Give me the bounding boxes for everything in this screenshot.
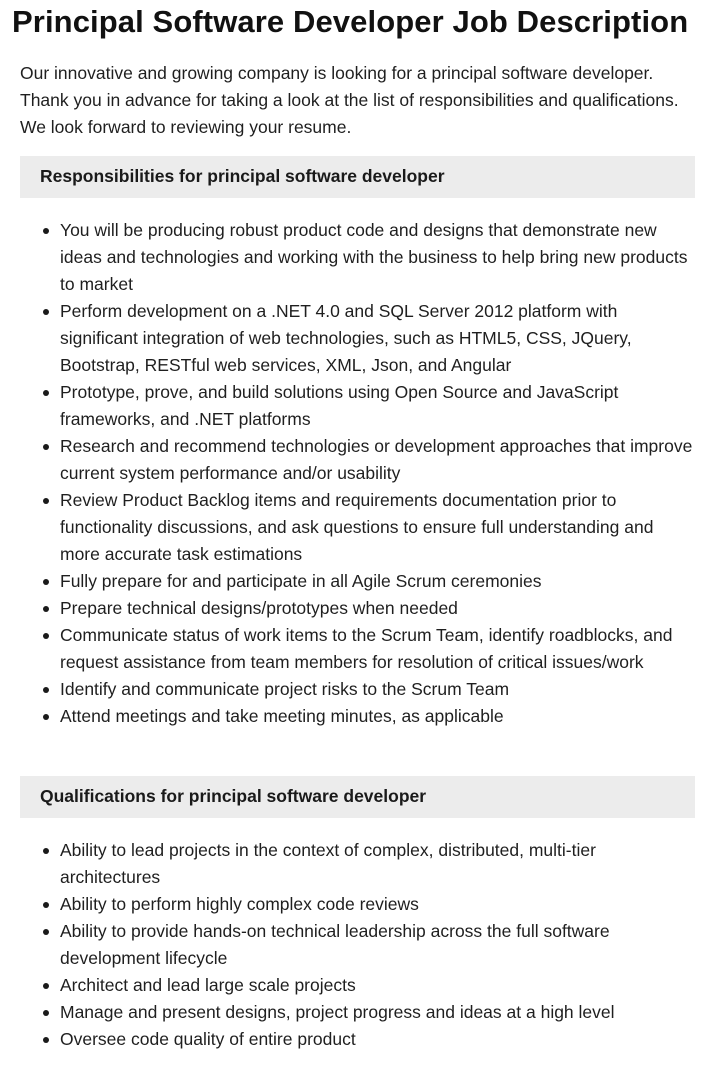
page-title: Principal Software Developer Job Description: [12, 4, 689, 39]
list-item: Identify and communicate project risks to the Scrum Team: [60, 676, 695, 703]
list-item: Ability to perform highly complex code reviews: [60, 891, 695, 918]
list-item: Fully prepare for and participate in all Agile Scrum ceremonies: [60, 568, 695, 595]
responsibilities-heading: Responsibilities for principal software developer: [40, 166, 445, 187]
list-item: Review Product Backlog items and requirements documentation prior to functionality discussions, and ask questions to ensure full understanding and more accurate task estimations: [60, 487, 695, 568]
list-item: Communicate status of work items to the Scrum Team, identify roadblocks, and request assistance from team members for resolution of critical issues/work: [60, 622, 695, 676]
list-item: You will be producing robust product code and designs that demonstrate new ideas and technologies and working with the business to help bring new products to market: [60, 217, 695, 298]
list-item: Oversee code quality of entire product: [60, 1026, 695, 1053]
list-item: Perform development on a .NET 4.0 and SQL Server 2012 platform with significant integration of web technologies, such as HTML5, CSS, JQuery, Bootstrap, RESTful web services, XML, Json, and Angular: [60, 298, 695, 379]
qualifications-header: [20, 776, 695, 818]
responsibilities-list: [20, 217, 695, 730]
list-item: Prepare technical designs/prototypes when needed: [60, 595, 695, 622]
list-item: Architect and lead large scale projects: [60, 972, 695, 999]
list-item: Research and recommend technologies or development approaches that improve current system performance and/or usability: [60, 433, 695, 487]
list-item: Ability to lead projects in the context of complex, distributed, multi-tier architectures: [60, 837, 695, 891]
responsibilities-header: [20, 156, 695, 198]
list-item: Prototype, prove, and build solutions using Open Source and JavaScript frameworks, and .NET platforms: [60, 379, 695, 433]
list-item: Manage and present designs, project progress and ideas at a high level: [60, 999, 695, 1026]
intro-paragraph: Our innovative and growing company is looking for a principal software developer. Thank you in advance for taking a look at the list of responsibilities and qualifications. We look forward to reviewing your resume.: [20, 63, 679, 137]
qualifications-list: [20, 837, 695, 1053]
list-item: Ability to provide hands-on technical leadership across the full software development lifecycle: [60, 918, 695, 972]
qualifications-heading: Qualifications for principal software developer: [40, 786, 427, 807]
list-item: Attend meetings and take meeting minutes, as applicable: [60, 703, 695, 730]
